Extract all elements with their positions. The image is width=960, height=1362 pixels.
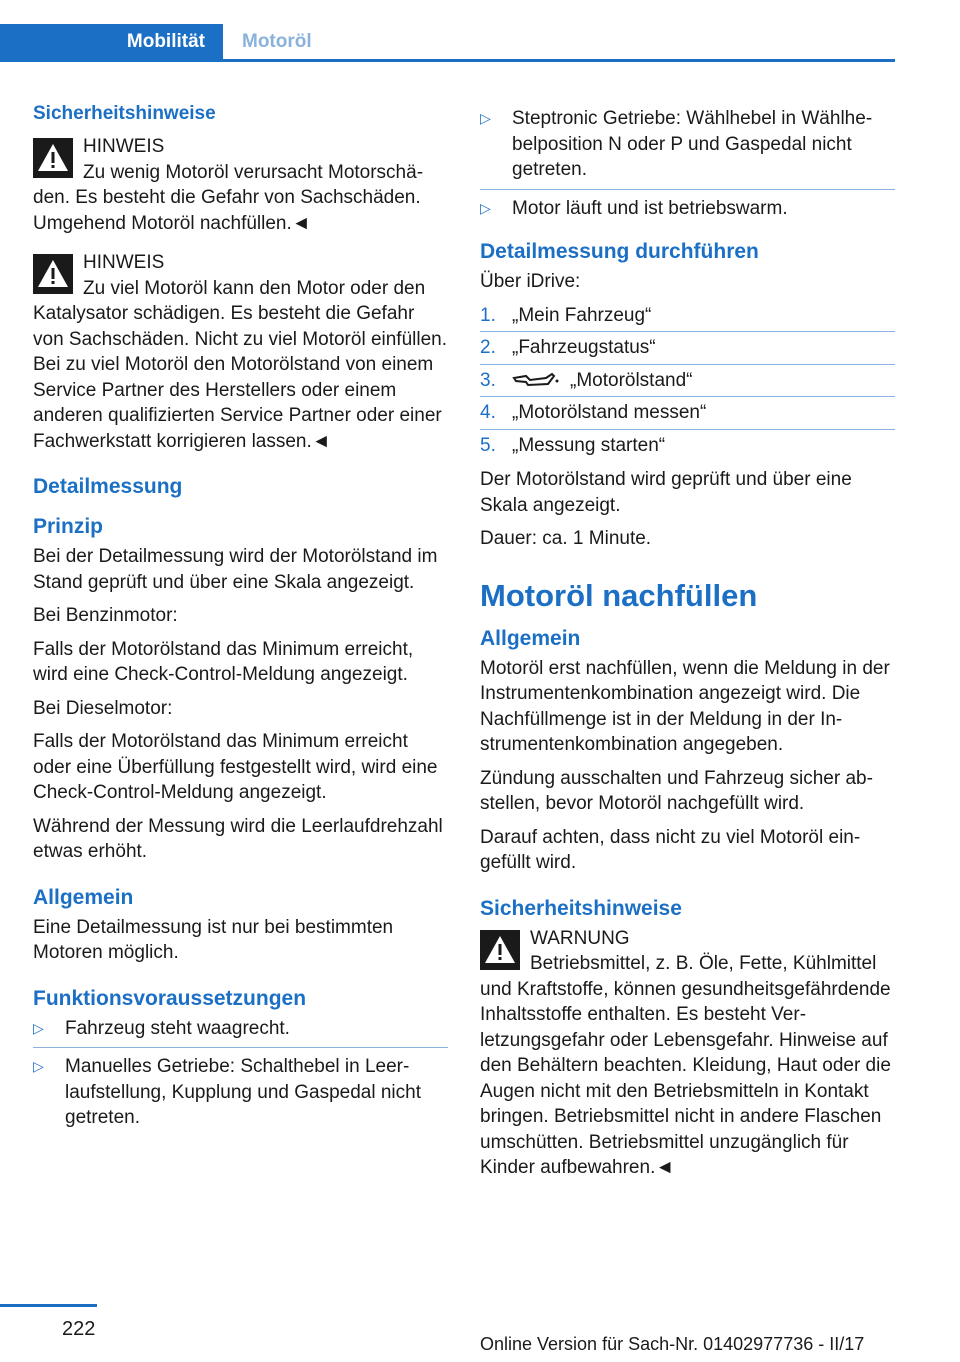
list-item: ▷ Steptronic Getriebe: Wählhebel in Wählhebelposition N oder P und Gaspedal nicht getreten. bbox=[480, 106, 895, 190]
refill-heading: Motoröl nachfüllen bbox=[480, 577, 758, 613]
diesel-label: Bei Dieselmotor: bbox=[33, 697, 173, 719]
petrol-label: Bei Benzinmotor: bbox=[33, 605, 178, 626]
page-number-divider bbox=[0, 1304, 97, 1307]
list-item: 1. „Mein Fahrzeug“ bbox=[480, 303, 895, 333]
requirements-list bbox=[33, 1016, 448, 1137]
detail-heading: Detailmessung bbox=[33, 475, 183, 498]
list-item: 4. „Motorölstand messen“ bbox=[480, 400, 895, 430]
petrol-text: Falls der Motorölstand das Minimum erreicht, wird eine Check-Control-Meldung angezeigt. bbox=[33, 638, 414, 685]
oil-can-icon bbox=[512, 371, 560, 389]
list-item: ▷ Manuelles Getriebe: Schalthebel in Leerlaufstellung, Kupplung und Gaspedal nicht getreten. bbox=[33, 1056, 421, 1128]
header-divider bbox=[0, 59, 895, 62]
warning-triangle-icon bbox=[33, 254, 73, 294]
result-text: Der Motorölstand wird geprüft und über eine Skala angezeigt. bbox=[480, 469, 852, 516]
page-header bbox=[0, 0, 895, 62]
notice-box bbox=[33, 134, 448, 236]
list-item: ▷ Fahrzeug steht waagrecht. bbox=[33, 1016, 448, 1049]
list-item: 2. „Fahrzeugstatus“ bbox=[480, 335, 895, 365]
overfill-text: Darauf achten, dass nicht zu viel Motoröl eingefüllt wird. bbox=[480, 826, 861, 873]
ignition-text: Zündung ausschalten und Fahrzeug sicher abstellen, bevor Motoröl nachgefüllt wird. bbox=[480, 767, 873, 814]
tab-motoroel[interactable]: Motoröl bbox=[242, 31, 312, 52]
warning-triangle-icon bbox=[480, 930, 520, 970]
perform-heading: Detailmessung durchführen bbox=[480, 240, 759, 263]
page-number: 222 bbox=[62, 1318, 96, 1340]
general-text: Motoröl erst nachfüllen, wenn die Meldung in der Instrumentenkombination angezeigt wird. Die Nachfüllmenge ist in der Meldung in der Instrumentenkombination angegeben. bbox=[480, 657, 890, 755]
via-idrive: Über iDrive: bbox=[480, 271, 581, 292]
requirements-list-continued bbox=[480, 106, 895, 227]
requirements-heading: Funktionsvoraussetzungen bbox=[33, 986, 307, 1010]
notice-box bbox=[33, 250, 448, 454]
notice-text: Zu viel Motoröl kann den Motor oder den Katalysator schädigen. Es besteht die Gefahr von Sachschäden. Nicht zu viel Motoröl einfüllen. Bei zu viel Motoröl den Motorölstand von einem Service Partner des Herstellers oder einem anderen qualifizierten Service Partner oder einer Fachwerkstatt korrigieren lassen.◄ bbox=[33, 277, 448, 452]
principle-heading: Prinzip bbox=[33, 515, 104, 538]
general-text: Eine Detailmessung ist nur bei bestimmten Motoren möglich. bbox=[33, 916, 394, 963]
general-heading: Allgemein bbox=[480, 626, 581, 650]
list-item: ▷ Motor läuft und ist betriebswarm. bbox=[480, 196, 895, 228]
online-version-note: Online Version für Sach-Nr. 01402977736 - II/17 bbox=[480, 1334, 865, 1354]
notice-title: HINWEIS bbox=[83, 252, 165, 273]
warning-triangle-icon bbox=[33, 138, 73, 178]
warning-title: WARNUNG bbox=[530, 927, 630, 949]
warning-text: Betriebsmittel, z. B. Öle, Fette, Kühlmittel und Kraftstoffe, können gesundheitsgefährdende Inhaltsstoffe enthalten. Es besteht Verletzungsgefahr oder Lebensgefahr. Hinweise auf den Behältern beachten. Kleidung, Haut oder die Augen nicht mit den Betriebsmitteln in Kontakt bringen. Betriebsmittel nicht in andere Flaschen umschütten. Betriebsmittel unzugänglich für Kinder aufbewahren.◄ bbox=[480, 953, 891, 1178]
idle-text: Während der Messung wird die Leerlaufdrehzahl etwas erhöht. bbox=[33, 815, 443, 862]
notice-text: Zu wenig Motoröl verursacht Motorschäden. Es besteht die Gefahr von Sachschäden. Umgehend Motoröl nachfüllen.◄ bbox=[33, 161, 424, 234]
triangle-bullet-icon: ▷ bbox=[480, 110, 491, 126]
principle-text: Bei der Detailmessung wird der Motorölstand im Stand geprüft und über eine Skala angezeigt. bbox=[33, 546, 438, 593]
tab-mobilitaet[interactable]: Mobilität bbox=[0, 24, 223, 60]
safety-heading: Sicherheitshinweise bbox=[480, 896, 682, 920]
left-column bbox=[33, 100, 448, 1145]
triangle-bullet-icon: ▷ bbox=[33, 1019, 44, 1036]
warning-box bbox=[480, 926, 895, 1181]
steps-list bbox=[480, 303, 895, 462]
triangle-bullet-icon: ▷ bbox=[33, 1058, 44, 1074]
notice-title: HINWEIS bbox=[83, 136, 165, 157]
list-item: 3. „Motorölstand“ bbox=[480, 368, 895, 398]
right-column bbox=[480, 104, 895, 1189]
duration-text: Dauer: ca. 1 Minute. bbox=[480, 528, 652, 549]
safety-heading: Sicherheitshinweise bbox=[33, 103, 216, 124]
general-heading: Allgemein bbox=[33, 885, 134, 909]
triangle-bullet-icon: ▷ bbox=[480, 199, 491, 216]
diesel-text: Falls der Motorölstand das Minimum erreicht oder eine Überfüllung festgestellt wird, wird eine Check-Control-Meldung angezeigt. bbox=[33, 731, 438, 803]
list-item: 5. „Messung starten“ bbox=[480, 434, 666, 456]
